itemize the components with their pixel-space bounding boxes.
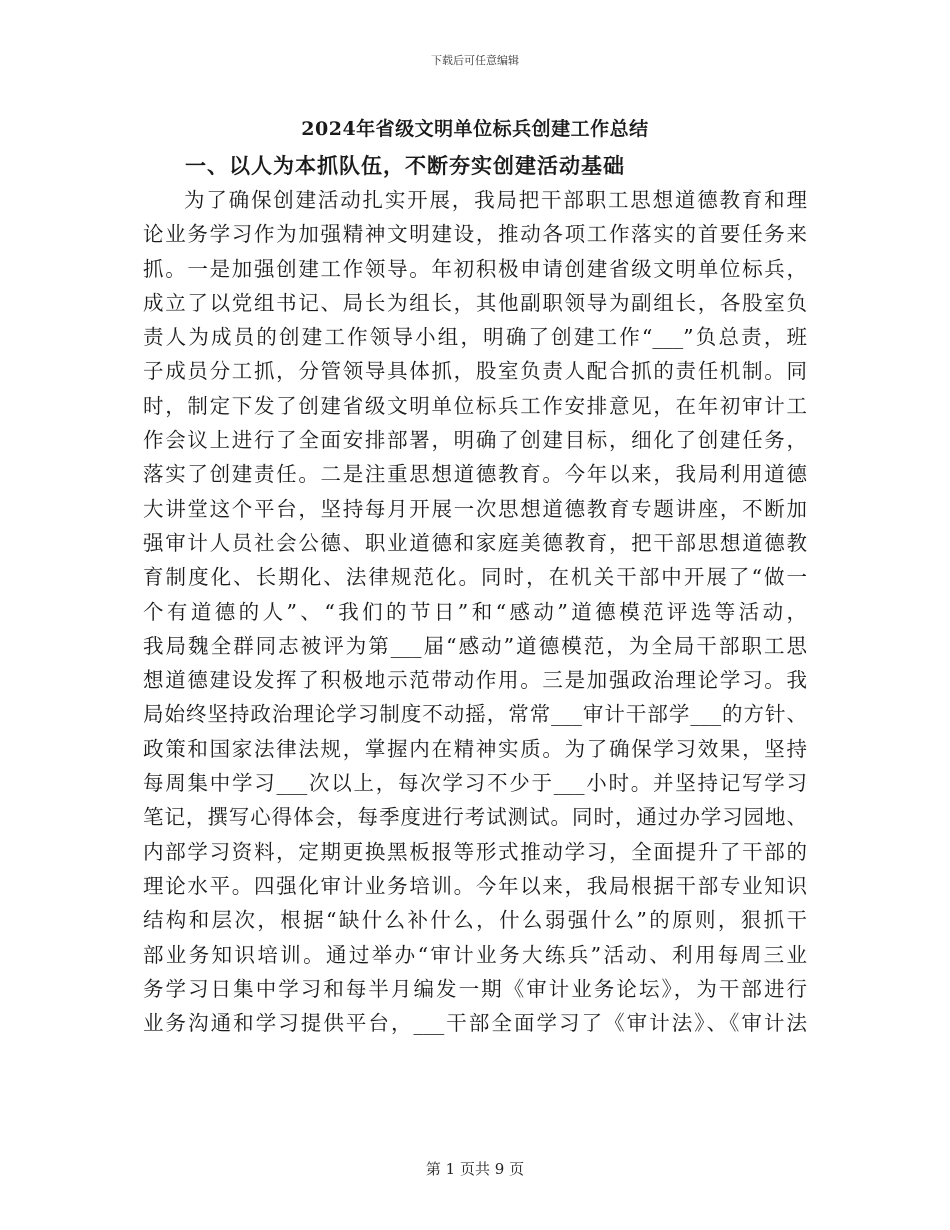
document-title: 2024年省级文明单位标兵创建工作总结 bbox=[301, 118, 649, 140]
body-line: 我局魏全群同志被评为第___届“感动”道德模范，为全局干部职工思 bbox=[143, 633, 807, 658]
body-line: 每周集中学习___次以上，每次学习不少于___小时。并坚持记写学习 bbox=[143, 771, 807, 796]
body-line: 为了确保创建活动扎实开展，我局把干部职工思想道德教育和理 bbox=[184, 188, 807, 212]
body-line: 务学习日集中学习和每半月编发一期《审计业务论坛》，为干部进行 bbox=[143, 976, 807, 1001]
body-line: 内部学习资料，定期更换黑板报等形式推动学习，全面提升了干部的 bbox=[143, 839, 807, 864]
body-line: 成立了以党组书记、局长为组长，其他副职领导为副组长，各股室负 bbox=[143, 290, 807, 315]
section-heading: 一、以人为本抓队伍，不断夯实创建活动基础 bbox=[185, 153, 625, 178]
body-line: 子成员分工抓，分管领导具体抓，股室负责人配合抓的责任机制。同 bbox=[143, 359, 807, 384]
page-header-note: 下载后可任意编辑 bbox=[431, 54, 519, 67]
body-line: 局始终坚持政治理论学习制度不动摇，常常___审计干部学___的方针、 bbox=[143, 702, 807, 727]
body-line: 业务沟通和学习提供平台，___干部全面学习了《审计法》、《审计法 bbox=[143, 1011, 807, 1036]
body-line: 笔记，撰写心得体会，每季度进行考试测试。同时，通过办学习园地、 bbox=[143, 805, 807, 830]
body-line: 抓。一是加强创建工作领导。年初积极申请创建省级文明单位标兵， bbox=[143, 256, 807, 281]
body-line: 部业务知识培训。通过举办“审计业务大练兵”活动、利用每周三业 bbox=[143, 942, 807, 967]
body-line: 时，制定下发了创建省级文明单位标兵工作安排意见，在年初审计工 bbox=[143, 393, 807, 418]
body-line: 作会议上进行了全面安排部署，明确了创建目标，细化了创建任务， bbox=[143, 428, 807, 453]
body-line: 论业务学习作为加强精神文明建设，推动各项工作落实的首要任务来 bbox=[143, 222, 807, 247]
page-number: 第 1 页共 9 页 bbox=[425, 1160, 525, 1178]
body-line: 想道德建设发挥了积极地示范带动作用。三是加强政治理论学习。我 bbox=[143, 668, 807, 693]
body-line: 责人为成员的创建工作领导小组，明确了创建工作“___”负总责，班 bbox=[143, 325, 807, 350]
body-line: 大讲堂这个平台，坚持每月开展一次思想道德教育专题讲座，不断加 bbox=[143, 496, 807, 521]
body-line: 个有道德的人”、“我们的节日”和“感动”道德模范评选等活动， bbox=[143, 599, 807, 624]
body-line: 强审计人员社会公德、职业道德和家庭美德教育，把干部思想道德教 bbox=[143, 530, 807, 555]
body-line: 育制度化、长期化、法律规范化。同时，在机关干部中开展了“做一 bbox=[143, 565, 807, 590]
body-line: 结构和层次，根据“缺什么补什么，什么弱强什么”的原则，狠抓干 bbox=[143, 908, 807, 933]
body-line: 落实了创建责任。二是注重思想道德教育。今年以来，我局利用道德 bbox=[143, 462, 807, 487]
body-paragraph bbox=[143, 183, 807, 1040]
body-line: 政策和国家法律法规，掌握内在精神实质。为了确保学习效果，坚持 bbox=[143, 736, 807, 761]
body-line: 理论水平。四强化审计业务培训。今年以来，我局根据干部专业知识 bbox=[143, 873, 807, 898]
